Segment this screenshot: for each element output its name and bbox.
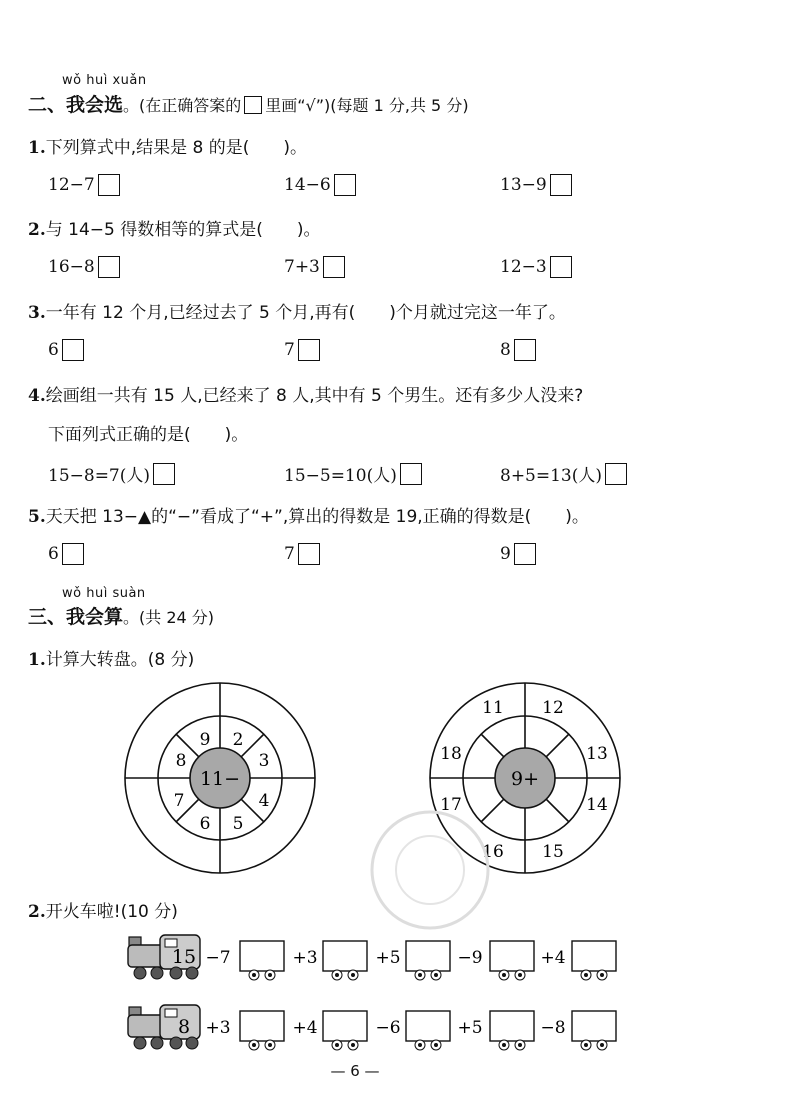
wheel-number: 3 xyxy=(258,751,270,771)
option-label: 9 xyxy=(500,544,511,564)
wheel-number: 11 xyxy=(482,698,504,718)
answer-checkbox[interactable] xyxy=(153,463,175,485)
wheel-number: 13 xyxy=(586,744,608,764)
train-operation: −6 xyxy=(375,1018,401,1038)
answer-checkbox[interactable] xyxy=(334,174,356,196)
question-number: 5. xyxy=(28,507,46,527)
train-car-answer-box[interactable] xyxy=(323,941,367,971)
train-operation: −8 xyxy=(540,1018,566,1038)
wheel-number: 9 xyxy=(199,730,211,750)
watermark-inner-ring xyxy=(396,836,464,904)
q3-option-b xyxy=(284,339,320,361)
option-label: 15−8=7(人) xyxy=(48,466,151,486)
watermark-stamp xyxy=(360,800,500,940)
q2-option-c xyxy=(500,256,572,278)
q4-option-a xyxy=(48,461,175,486)
question-text: 开火车啦!(10 分) xyxy=(45,902,178,922)
question-3 xyxy=(28,298,566,323)
train-car-answer-box[interactable] xyxy=(406,1011,450,1041)
section2-note-a: 。(在正确答案的 xyxy=(123,96,242,115)
option-label: 6 xyxy=(48,544,59,564)
q2-option-a xyxy=(48,256,120,278)
answer-checkbox[interactable] xyxy=(550,174,572,196)
option-label: 7 xyxy=(284,544,295,564)
train-operation: +4 xyxy=(540,948,566,968)
train-car-answer-box[interactable] xyxy=(572,1011,616,1041)
answer-checkbox[interactable] xyxy=(323,256,345,278)
wheel-1 xyxy=(125,683,315,873)
answer-checkbox[interactable] xyxy=(98,256,120,278)
wheel-number: 16 xyxy=(482,842,504,862)
section3-title: 三、我会算 xyxy=(28,606,124,628)
train-operation: +4 xyxy=(292,1018,318,1038)
question-number: 3. xyxy=(28,303,46,323)
answer-checkbox[interactable] xyxy=(298,339,320,361)
train-start-number: 8 xyxy=(177,1016,191,1038)
q5-option-a xyxy=(48,543,84,565)
question-text: 天天把 13−▲的“−”看成了“+”,算出的得数是 19,正确的得数是( )。 xyxy=(45,507,589,527)
section2-heading xyxy=(28,90,469,117)
wheel-number: 14 xyxy=(586,795,608,815)
wheel-number: 7 xyxy=(173,791,185,811)
train-operation: −7 xyxy=(205,948,231,968)
wheel-number: 12 xyxy=(542,698,564,718)
trains-figure xyxy=(0,925,800,1060)
section2-title: 二、我会选 xyxy=(28,94,124,116)
train-operation: +3 xyxy=(205,1018,231,1038)
train-car-answer-box[interactable] xyxy=(240,941,284,971)
wheel-number: 8 xyxy=(175,751,187,771)
question-text: 计算大转盘。(8 分) xyxy=(45,650,195,670)
train-2 xyxy=(128,1005,616,1050)
question-2 xyxy=(28,215,321,240)
wheel-number: 2 xyxy=(232,730,244,750)
watermark-ring xyxy=(372,812,488,928)
wheel-center-label: 9+ xyxy=(510,768,540,790)
wheel-number: 5 xyxy=(232,814,244,834)
option-label: 13−9 xyxy=(500,175,547,195)
wheel-center-label: 11− xyxy=(199,768,241,790)
q4-option-b xyxy=(284,461,422,486)
wheel-number: 4 xyxy=(258,791,270,811)
answer-checkbox[interactable] xyxy=(605,463,627,485)
q1-option-b xyxy=(284,174,356,196)
option-label: 15−5=10(人) xyxy=(284,466,397,486)
q5-option-c xyxy=(500,543,536,565)
section2-note-b: 里画“√”)(每题 1 分,共 5 分) xyxy=(265,96,469,115)
section3-heading xyxy=(28,602,214,629)
option-label: 6 xyxy=(48,340,59,360)
train-operation: −9 xyxy=(457,948,483,968)
option-label: 8 xyxy=(500,340,511,360)
question-number: 1. xyxy=(28,138,46,158)
train-car-answer-box[interactable] xyxy=(490,941,534,971)
option-label: 12−3 xyxy=(500,257,547,277)
train-car-answer-box[interactable] xyxy=(240,1011,284,1041)
train-operation: +5 xyxy=(457,1018,483,1038)
answer-checkbox[interactable] xyxy=(298,543,320,565)
q3-option-a xyxy=(48,339,84,361)
answer-box-icon xyxy=(244,96,262,114)
section3-question-2 xyxy=(28,897,178,922)
train-operation: +5 xyxy=(375,948,401,968)
answer-checkbox[interactable] xyxy=(514,543,536,565)
option-label: 8+5=13(人) xyxy=(500,466,603,486)
train-car-answer-box[interactable] xyxy=(323,1011,367,1041)
q1-option-a xyxy=(48,174,120,196)
question-text: 绘画组一共有 15 人,已经来了 8 人,其中有 5 个男生。还有多少人没来? xyxy=(45,386,584,406)
q1-option-c xyxy=(500,174,572,196)
section3-pinyin: wǒ huì suàn xyxy=(62,586,146,601)
question-text: 与 14−5 得数相等的算式是( )。 xyxy=(45,220,321,240)
train-start-number: 15 xyxy=(171,946,197,968)
q3-option-c xyxy=(500,339,536,361)
section3-note: 。(共 24 分) xyxy=(123,608,215,627)
question-text: 下列算式中,结果是 8 的是( )。 xyxy=(45,138,308,158)
question-4-line2: 下面列式正确的是( )。 xyxy=(48,425,249,445)
question-text: 一年有 12 个月,已经过去了 5 个月,再有( )个月就过完这一年了。 xyxy=(45,303,566,323)
question-number: 4. xyxy=(28,386,46,406)
train-operation: +3 xyxy=(292,948,318,968)
answer-checkbox[interactable] xyxy=(514,339,536,361)
question-5 xyxy=(28,502,589,527)
option-label: 7+3 xyxy=(284,257,320,277)
wheel-number: 15 xyxy=(542,842,564,862)
option-label: 14−6 xyxy=(284,175,331,195)
question-1 xyxy=(28,133,307,158)
section2-pinyin: wǒ huì xuǎn xyxy=(62,73,147,88)
question-number: 2. xyxy=(28,220,46,240)
wheel-number: 6 xyxy=(199,814,211,834)
train-car-answer-box[interactable] xyxy=(490,1011,534,1041)
train-car-answer-box[interactable] xyxy=(406,941,450,971)
answer-checkbox[interactable] xyxy=(62,543,84,565)
q2-option-b xyxy=(284,256,345,278)
question-4 xyxy=(28,381,583,406)
q5-option-b xyxy=(284,543,320,565)
answer-checkbox[interactable] xyxy=(98,174,120,196)
answer-checkbox[interactable] xyxy=(550,256,572,278)
question-number: 1. xyxy=(28,650,46,670)
option-label: 12−7 xyxy=(48,175,95,195)
answer-checkbox[interactable] xyxy=(400,463,422,485)
page-number: — 6 — xyxy=(330,1062,380,1080)
answer-checkbox[interactable] xyxy=(62,339,84,361)
option-label: 16−8 xyxy=(48,257,95,277)
question-number: 2. xyxy=(28,902,46,922)
q4-option-c xyxy=(500,461,627,486)
train-car-answer-box[interactable] xyxy=(572,941,616,971)
wheel-number: 17 xyxy=(440,795,462,815)
train-1 xyxy=(128,935,616,980)
wheel-number: 18 xyxy=(440,744,462,764)
option-label: 7 xyxy=(284,340,295,360)
